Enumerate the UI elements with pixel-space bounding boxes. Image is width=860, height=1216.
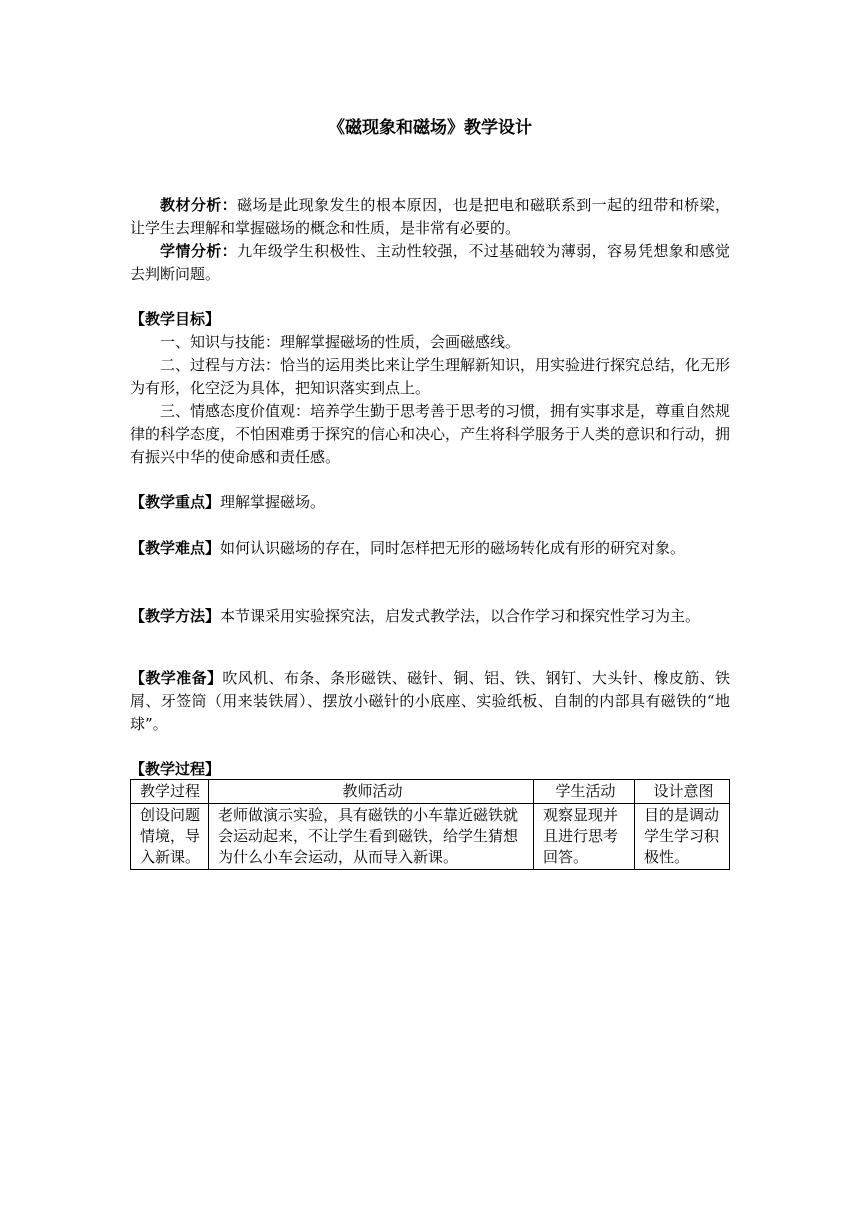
header-design-intent: 设计意图 bbox=[635, 780, 730, 804]
preparation-label: 【教学准备】 bbox=[130, 669, 223, 687]
preparation bbox=[130, 667, 730, 736]
process-heading: 【教学过程】 bbox=[130, 760, 221, 778]
difficulty-text: 如何认识磁场的存在，同时怎样把无形的磁场转化成有形的研究对象。 bbox=[220, 539, 686, 557]
cell-stage: 创设问题情境，导入新课。 bbox=[131, 804, 209, 870]
header-teacher-activity: 教师活动 bbox=[209, 780, 534, 804]
preparation-text: 吹风机、布条、条形磁铁、磁针、铜、铝、铁、钢钉、大头针、橡皮筋、铁屑、牙签筒（用来装铁屑）、摆放小磁针的小底座、实验纸板、自制的内部具有磁铁的“地球”。 bbox=[130, 669, 730, 733]
key-point-text: 理解掌握磁场。 bbox=[220, 493, 326, 511]
key-point bbox=[130, 491, 730, 514]
document-title: 《磁现象和磁场》教学设计 bbox=[328, 118, 532, 138]
cell-design-intent: 目的是调动学生学习积极性。 bbox=[635, 804, 730, 870]
header-student-activity: 学生活动 bbox=[534, 780, 635, 804]
student-analysis bbox=[130, 240, 730, 286]
goal-item-3: 三、情感态度价值观：培养学生勤于思考善于思考的习惯，拥有实事求是，尊重自然规律的科学态度，不怕困难勇于探究的信心和决心，产生将科学服务于人类的意识和行动，拥有振兴中华的使命感和责任感。 bbox=[130, 402, 731, 466]
cell-teacher-activity: 老师做演示实验，具有磁铁的小车靠近磁铁就会运动起来，不让学生看到磁铁，给学生猜想为什么小车会运动，从而导入新课。 bbox=[209, 804, 534, 870]
goal-item-1: 一、知识与技能：理解掌握磁场的性质，会画磁感线。 bbox=[160, 333, 521, 351]
goals-heading: 【教学目标】 bbox=[130, 310, 221, 328]
key-point-label: 【教学重点】 bbox=[130, 493, 221, 511]
material-analysis-label: 教材分析： bbox=[160, 196, 238, 214]
material-analysis-text: 磁场是此现象发生的根本原因，也是把电和磁联系到一起的纽带和桥梁，让学生去理解和掌握磁场的概念和性质，是非常有必要的。 bbox=[130, 196, 730, 237]
teaching-method-label: 【教学方法】 bbox=[130, 607, 221, 625]
material-analysis bbox=[130, 194, 730, 240]
student-analysis-label: 学情分析： bbox=[160, 242, 238, 260]
cell-student-activity: 观察显现并且进行思考回答。 bbox=[534, 804, 635, 870]
process-table bbox=[130, 779, 730, 870]
difficulty-label: 【教学难点】 bbox=[130, 539, 221, 557]
teaching-method-text: 本节课采用实验探究法，启发式教学法，以合作学习和探究性学习为主。 bbox=[220, 607, 701, 625]
table-header-row bbox=[131, 780, 730, 804]
header-stage: 教学过程 bbox=[131, 780, 209, 804]
difficulty bbox=[130, 537, 730, 560]
student-analysis-text: 九年级学生积极性、主动性较强，不过基础较为薄弱，容易凭想象和感觉去判断问题。 bbox=[130, 242, 730, 283]
table-row bbox=[131, 804, 730, 870]
goal-item-2: 二、过程与方法：恰当的运用类比来让学生理解新知识，用实验进行探究总结，化无形为有形，化空泛为具体，把知识落实到点上。 bbox=[130, 356, 731, 397]
teaching-method bbox=[130, 605, 730, 628]
